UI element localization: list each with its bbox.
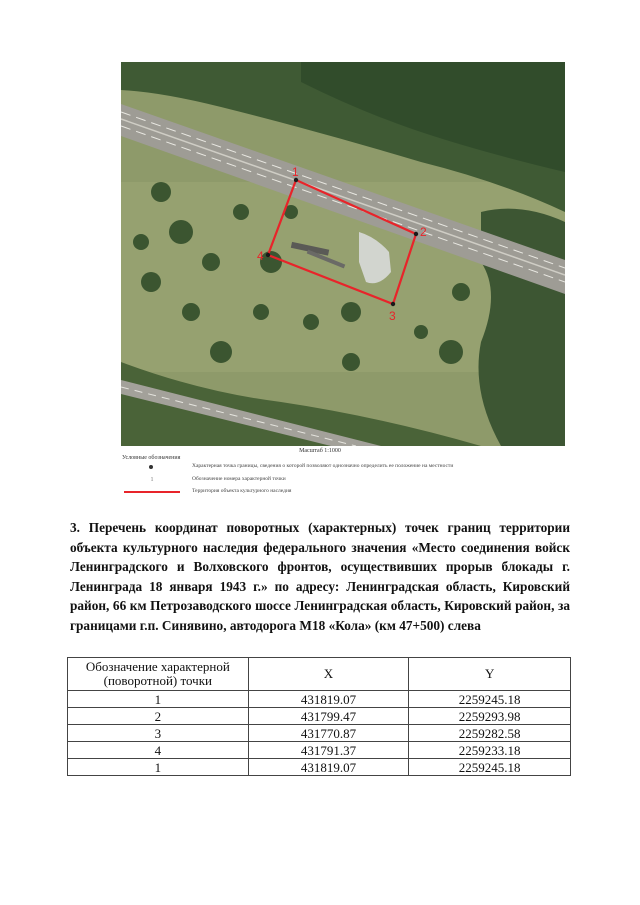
cell-point: 4 bbox=[68, 742, 249, 759]
point-dot-icon bbox=[122, 463, 182, 471]
cell-x: 431770.87 bbox=[248, 725, 409, 742]
column-header-x: X bbox=[248, 658, 409, 691]
cell-x: 431791.37 bbox=[248, 742, 409, 759]
cell-x: 431819.07 bbox=[248, 691, 409, 708]
column-header-y: Y bbox=[409, 658, 571, 691]
point-number-icon: 1 bbox=[150, 477, 154, 483]
column-header-point: Обозначение характерной (поворотной) точки bbox=[68, 658, 249, 691]
cell-x: 431799.47 bbox=[248, 708, 409, 725]
point-label-1: 1 bbox=[292, 165, 299, 179]
legend-title: Условные обозначения bbox=[122, 455, 181, 461]
section-heading: 3. Перечень координат поворотных (характерных) точек границ территории объекта культурного наследия федерального значения «Место соединения войск Ленинградского и Волховского фронтов, осуществивших прорыв блокады г. Ленинграда 18 января 1943 г.» по адресу: Ленинградская область, Кировский район, 66 км Петрозаводского шоссе Ленинградская область, Кировский район, за границами г.п. Синявино, автодорога М18 «Кола» (км 47+500) слева bbox=[70, 520, 570, 633]
legend-item-number bbox=[122, 476, 582, 484]
boundary-line-icon bbox=[122, 488, 182, 496]
cell-y: 2259233.18 bbox=[409, 742, 571, 759]
point-label-4: 4 bbox=[257, 249, 264, 263]
cell-y: 2259245.18 bbox=[409, 759, 571, 776]
cell-point: 2 bbox=[68, 708, 249, 725]
table-row bbox=[68, 759, 571, 776]
table-row bbox=[68, 742, 571, 759]
cell-y: 2259245.18 bbox=[409, 691, 571, 708]
table-row bbox=[68, 725, 571, 742]
satellite-map bbox=[121, 62, 565, 446]
table-row bbox=[68, 708, 571, 725]
legend-item-point bbox=[122, 463, 582, 471]
cell-point: 1 bbox=[68, 759, 249, 776]
cell-point: 1 bbox=[68, 691, 249, 708]
cell-y: 2259282.58 bbox=[409, 725, 571, 742]
table-row bbox=[68, 691, 571, 708]
boundary-point-3 bbox=[391, 302, 395, 306]
table-header-row bbox=[68, 658, 571, 691]
legend-text: Характерная точка границы, сведения о которой позволяют однозначно определить ее положение на местности bbox=[192, 463, 454, 469]
boundary-point-4 bbox=[266, 253, 270, 257]
cell-y: 2259293.98 bbox=[409, 708, 571, 725]
legend-text: Территория объекта культурного наследия bbox=[192, 488, 292, 494]
point-label-3: 3 bbox=[389, 309, 396, 323]
cell-x: 431819.07 bbox=[248, 759, 409, 776]
scale-caption: Масштаб 1:1000 bbox=[299, 448, 341, 454]
coordinates-table bbox=[67, 657, 571, 776]
cell-point: 3 bbox=[68, 725, 249, 742]
boundary-point-2 bbox=[414, 232, 418, 236]
point-label-2: 2 bbox=[420, 225, 427, 239]
legend-item-territory bbox=[122, 488, 582, 496]
legend-text: Обозначение номера характерной точки bbox=[192, 476, 286, 482]
